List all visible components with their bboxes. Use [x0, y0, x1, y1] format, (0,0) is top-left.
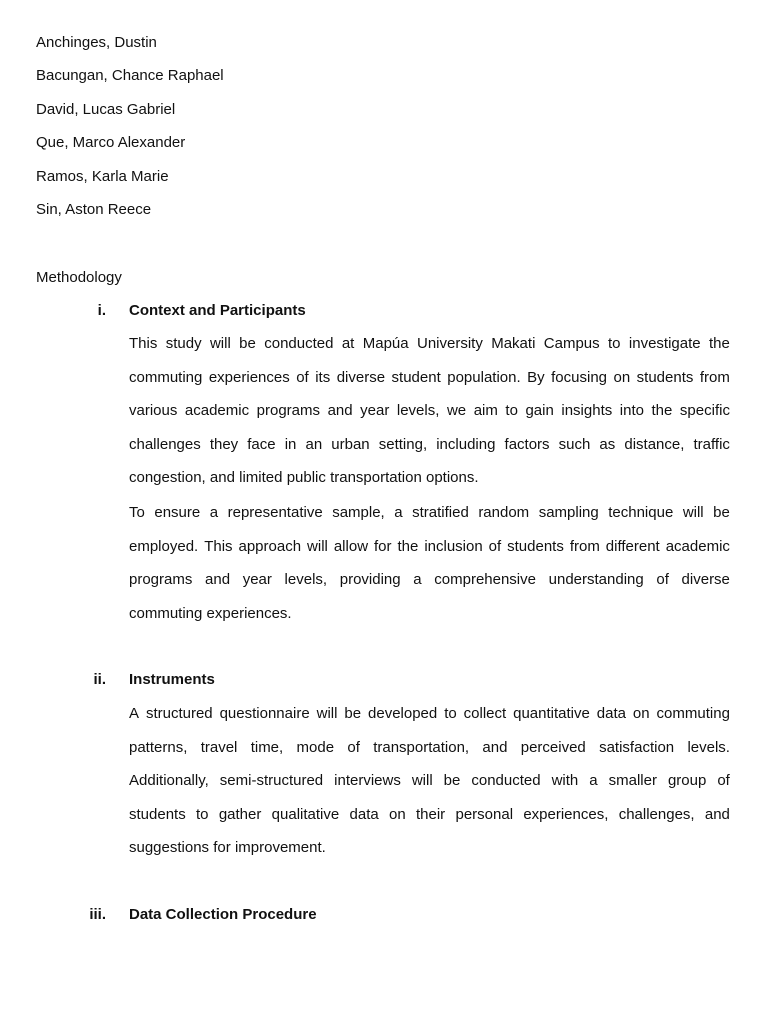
paragraph-line: congestion, and limited public transportation options. [129, 469, 479, 487]
author-name: Bacungan, Chance Raphael [36, 67, 224, 84]
paragraph-line: commuting experiences. [129, 604, 292, 622]
author-name: Sin, Aston Reece [36, 201, 152, 218]
author-name: Anchinges, Dustin [36, 34, 157, 51]
section-title: Instruments [129, 671, 215, 688]
section-title: Data Collection Procedure [129, 906, 317, 923]
paragraph-line: commuting experiences of its diverse student population. By focusing on students from [129, 368, 730, 386]
paragraph-line: programs and year levels, providing a comprehensive understanding of diverse [129, 571, 730, 589]
paragraph [129, 704, 730, 872]
paragraph-line: challenges they face in an urban setting, including factors such as distance, traffic [129, 435, 730, 453]
paragraph-line: employed. This approach will allow for the inclusion of students from different academic [129, 537, 730, 555]
section-numeral: i. [97, 302, 106, 319]
author-name: David, Lucas Gabriel [36, 101, 176, 118]
section-numeral: iii. [89, 906, 106, 923]
paragraph [129, 334, 730, 502]
paragraph-line: suggestions for improvement. [129, 839, 326, 857]
paragraph-line: students to gather qualitative data on their personal experiences, challenges, and [129, 805, 730, 823]
paragraph-line: To ensure a representative sample, a stratified random sampling technique will be [129, 504, 730, 521]
section-title: Context and Participants [129, 302, 306, 319]
author-name: Que, Marco Alexander [36, 134, 186, 151]
paragraph-line: various academic programs and year levels, we aim to gain insights into the specific [129, 402, 730, 420]
author-name: Ramos, Karla Marie [36, 168, 169, 185]
paragraph [129, 503, 730, 637]
paragraph-line: A structured questionnaire will be developed to collect quantitative data on commuting [129, 705, 730, 722]
paragraph-line: patterns, travel time, mode of transportation, and perceived satisfaction levels. [129, 738, 730, 756]
paragraph-line: This study will be conducted at Mapúa University Makati Campus to investigate the [129, 335, 730, 352]
paragraph-line: Additionally, semi-structured interviews will be conducted with a smaller group of [129, 772, 730, 790]
section-numeral: ii. [93, 671, 106, 688]
methodology-heading: Methodology [36, 269, 122, 286]
